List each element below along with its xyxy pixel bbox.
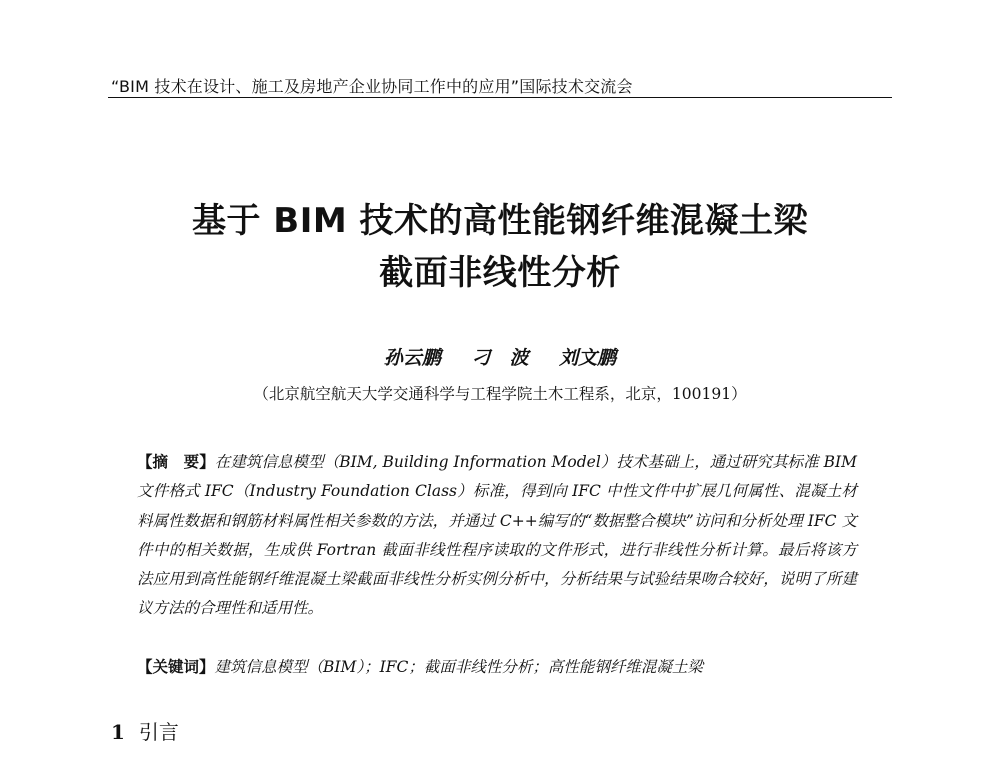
author-3: 刘文鹏 (559, 347, 617, 369)
keywords (137, 652, 857, 682)
running-header: “BIM 技术在设计、施工及房地产企业协同工作中的应用”国际技术交流会 (111, 77, 633, 96)
section-heading (111, 716, 179, 745)
paper-title-line2: 截面非线性分析 (379, 253, 621, 293)
author-list (0, 343, 1000, 370)
header-rule (108, 97, 892, 98)
paper-title-line1: 基于 BIM 技术的高性能钢纤维混凝土梁 (191, 201, 809, 241)
author-2: 刁 波 (471, 347, 529, 369)
keywords-text: 建筑信息模型（BIM）；IFC；截面非线性分析；高性能钢纤维混凝土梁 (214, 658, 703, 676)
keywords-label: 【关键词】 (137, 657, 215, 676)
author-1: 孙云鹏 (383, 347, 441, 369)
section-title: 引言 (138, 720, 179, 744)
abstract-text: 在建筑信息模型（BIM, Building Information Model）技术基础上，通过研究其标准 BIM 文件格式 IFC（Industry Foundation Class）标准，得到向 IFC 中性文件中扩展几何属性、混凝土材料属性数据和钢筋材料属性相关参数的方法，并通过 C++编写的“数据整合模块”访问和分析处理 IFC 文件中的相关数据，生成供 Fortran 截面非线性程序读取的文件形式，进行非线性分析计算。最后将该方法应用到高性能钢纤维混凝土梁截面非线性分析实例分析中，分析结果与试验结果吻合较好，说明了所建议方法的合理性和适用性。 (137, 453, 857, 618)
affiliation: （北京航空航天大学交通科学与工程学院土木工程系，北京，100191） (253, 385, 747, 403)
section-number: 1 (111, 720, 125, 744)
abstract-label: 【摘 要】 (137, 452, 215, 471)
abstract (137, 447, 857, 624)
